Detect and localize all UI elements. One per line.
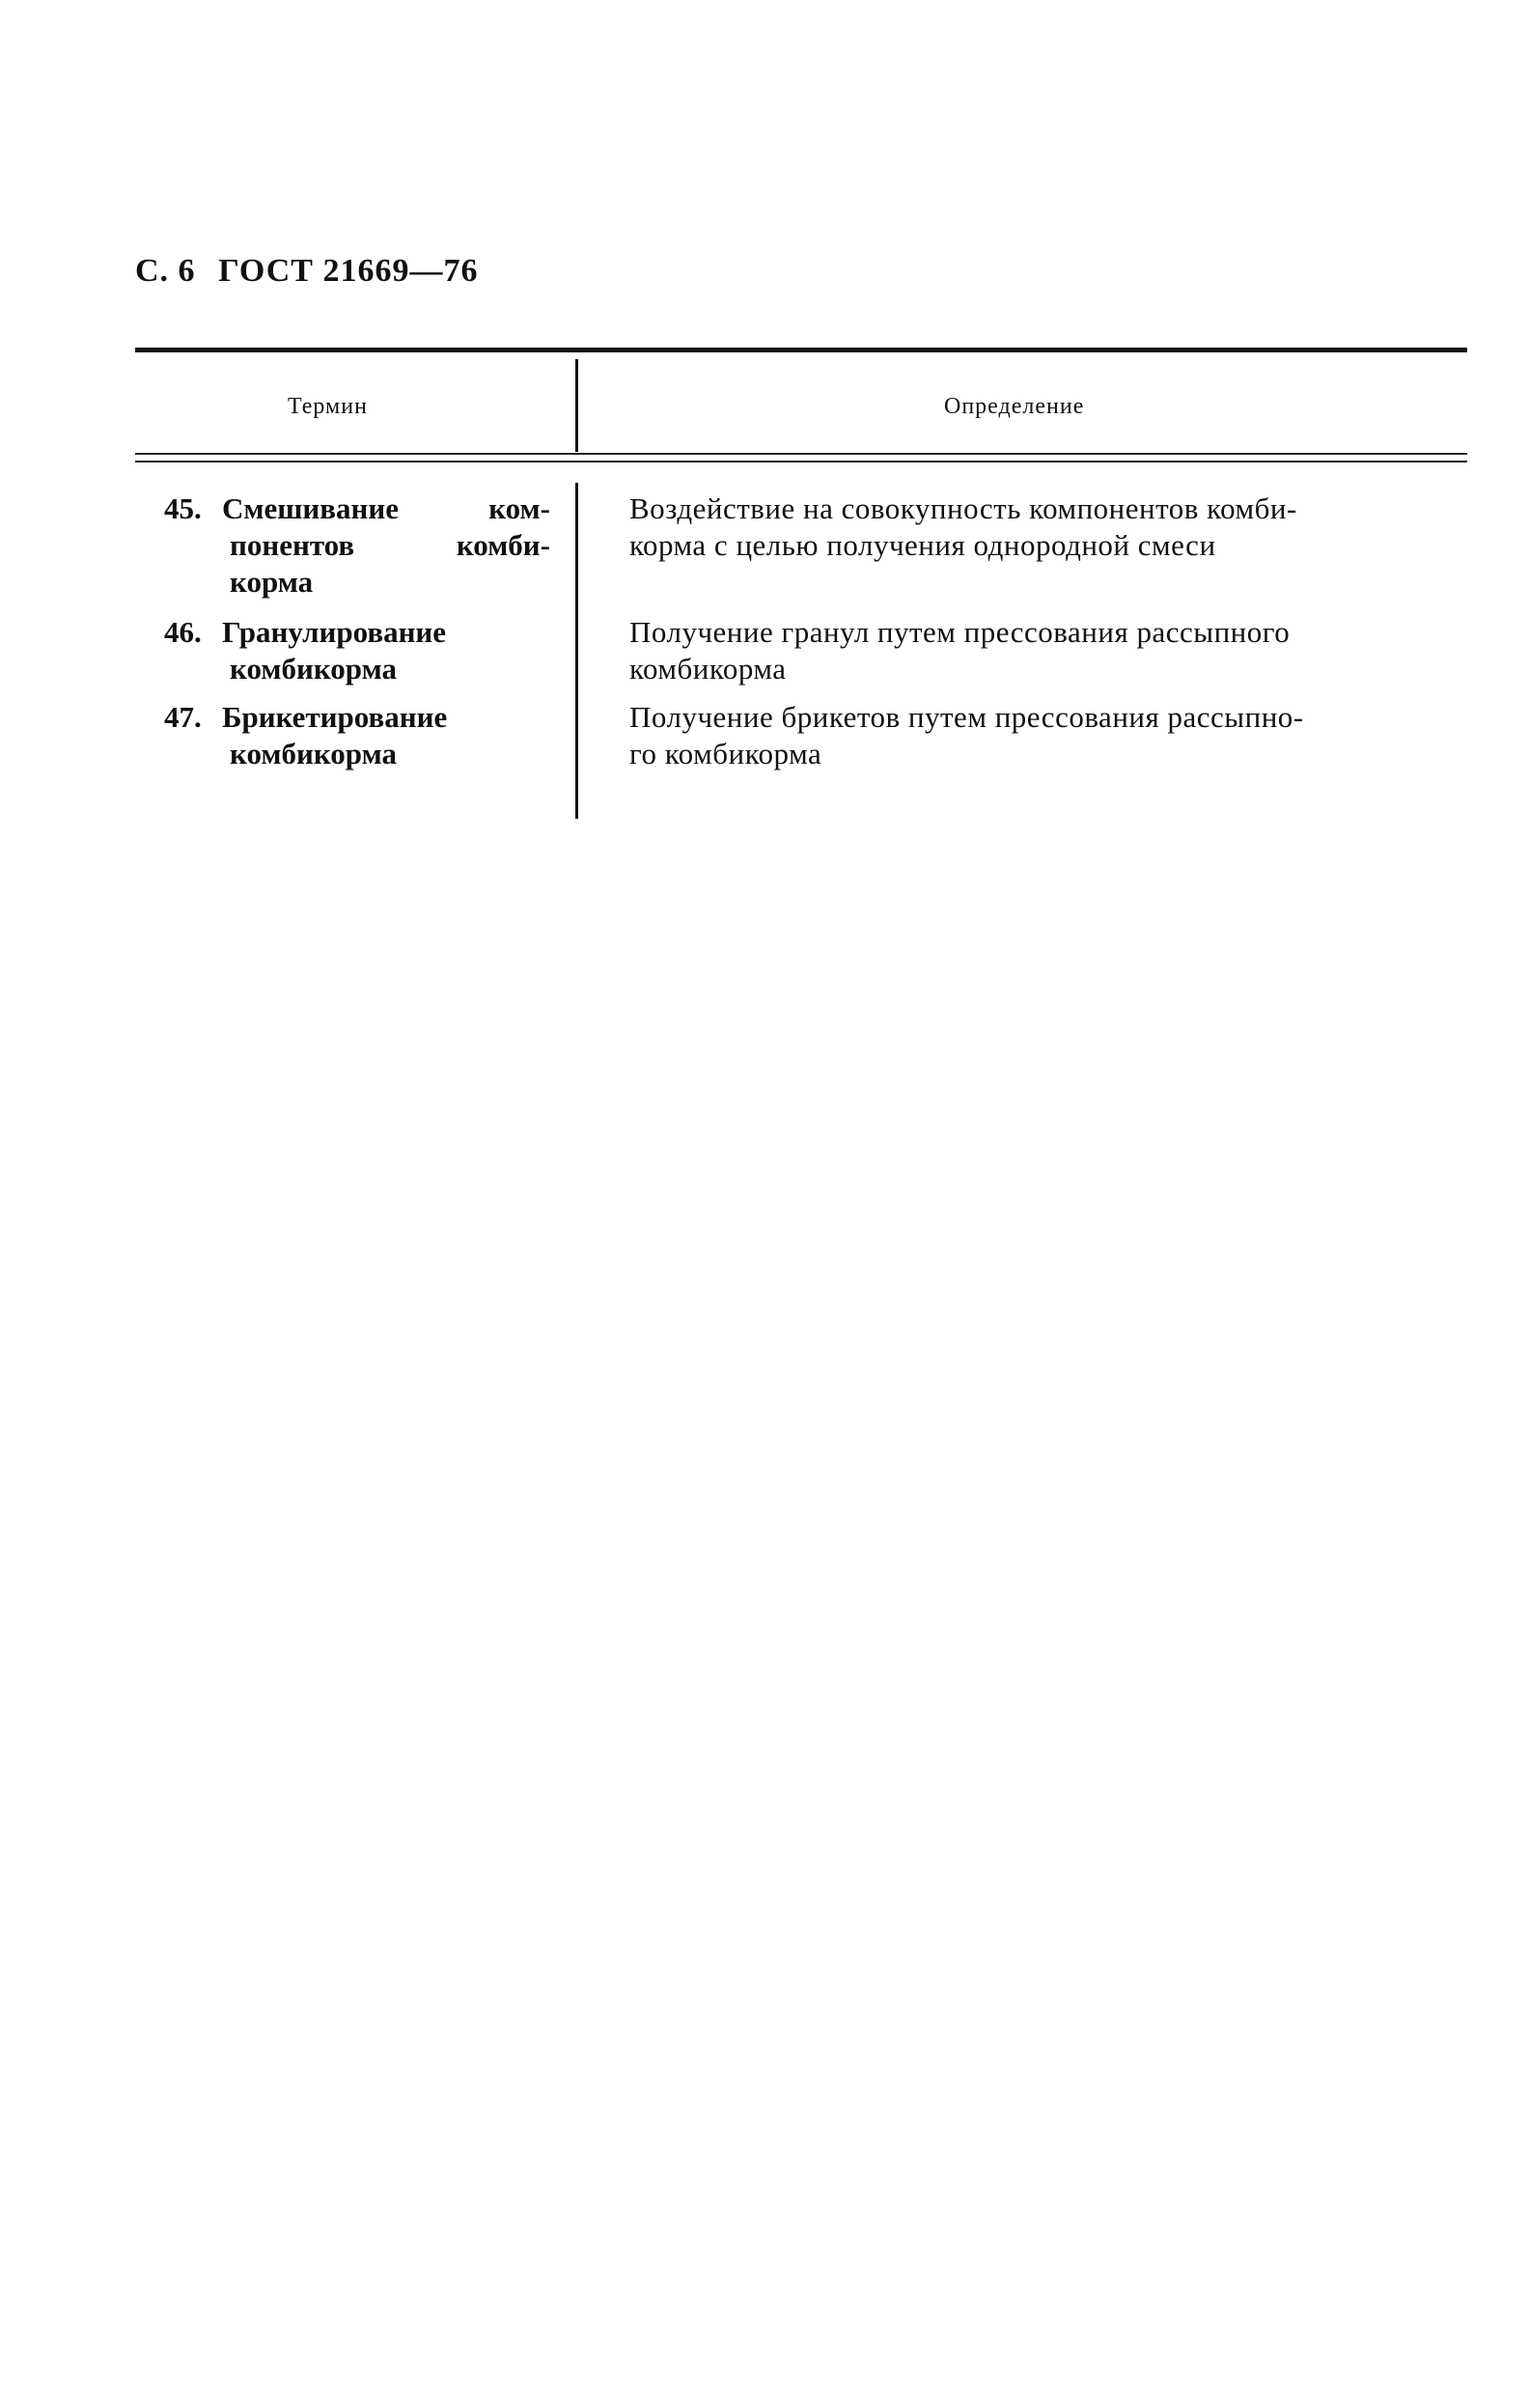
- term-word: Брикетирование: [222, 700, 448, 734]
- term-line: [164, 699, 550, 736]
- definition-cell: [629, 490, 1467, 564]
- column-header-term: Термин: [288, 394, 368, 419]
- term-word: Гранулирование: [222, 615, 447, 649]
- definition-line: Воздействие на совокупность компонентов комби-: [629, 491, 1297, 525]
- term-cell: [164, 699, 550, 772]
- body-column-divider: [575, 483, 578, 819]
- term-word: ком-: [488, 491, 550, 525]
- definition-line: комбикорма: [629, 652, 787, 686]
- term-word: Смешивание: [222, 491, 400, 525]
- table-top-rule: [135, 348, 1467, 352]
- definition-cell: [629, 614, 1467, 687]
- header-column-divider: [575, 359, 578, 452]
- term-line: [164, 614, 550, 651]
- definition-line: Получение брикетов путем прессования рассыпно-: [629, 700, 1304, 734]
- term-cell: [164, 490, 550, 601]
- column-header-definition: Определение: [944, 394, 1085, 419]
- page-header: [135, 253, 491, 290]
- term-line: [164, 527, 550, 564]
- definition-line: го комбикорма: [629, 737, 822, 770]
- term-line: комбикорма: [230, 737, 397, 770]
- term-line: [164, 490, 550, 527]
- terms-table: [135, 348, 1467, 821]
- term-word: комби-: [456, 528, 550, 562]
- page-number: С. 6: [135, 253, 196, 289]
- term-cell: [164, 614, 550, 687]
- term-number: 45.: [164, 491, 202, 525]
- header-rule-lower: [135, 461, 1467, 462]
- term-number: 46.: [164, 615, 202, 649]
- term-line: корма: [230, 565, 314, 599]
- term-line: комбикорма: [230, 652, 397, 686]
- definition-line: корма с целью получения однородной смеси: [629, 528, 1216, 562]
- definition-line: Получение гранул путем прессования рассыпного: [629, 615, 1291, 649]
- header-rule-upper: [135, 453, 1467, 455]
- term-number: 47.: [164, 700, 202, 734]
- term-word: понентов: [230, 528, 355, 562]
- definition-cell: [629, 699, 1467, 772]
- standard-title: ГОСТ 21669—76: [218, 253, 479, 289]
